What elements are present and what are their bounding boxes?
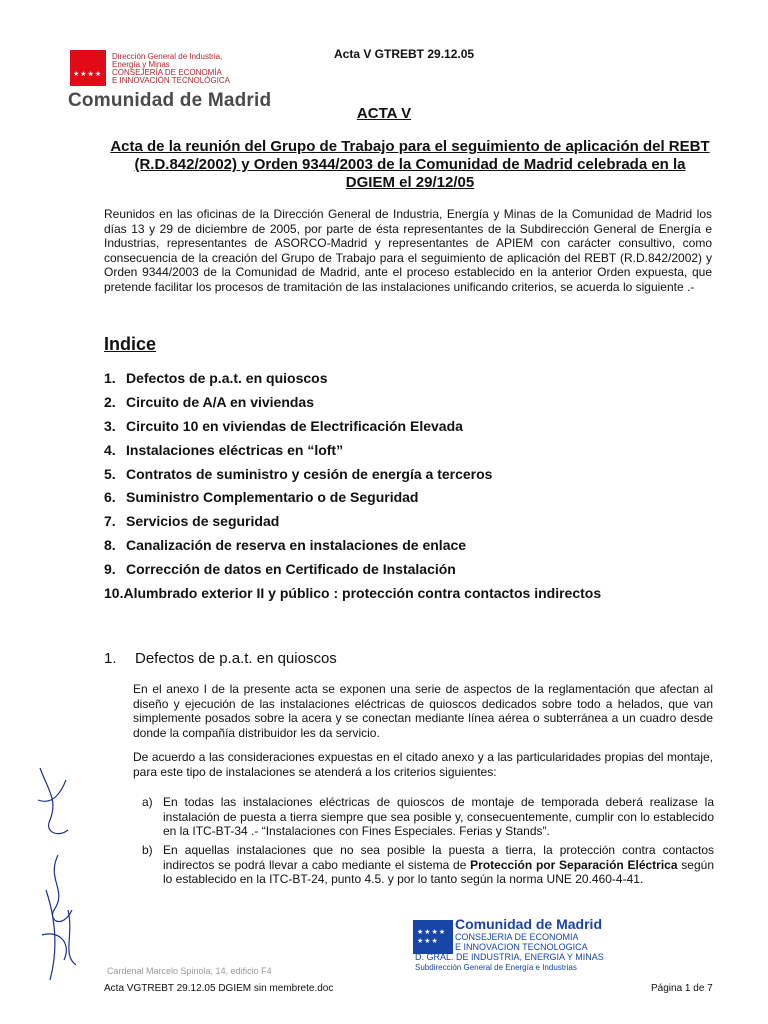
document-subtitle: Acta de la reunión del Grupo de Trabajo para el seguimiento de aplicación del REBT (R.D.842/2002) y Orden 9344/2003 de la Comunidad de Madrid celebrada en la DGIEM el 29/12/05 <box>110 138 710 191</box>
index-item-number: 9. <box>104 561 116 578</box>
index-item-label: Servicios de seguridad <box>126 513 280 530</box>
criteria-item-label: a) <box>142 795 153 809</box>
index-item <box>104 438 724 462</box>
document-reference: Acta V GTREBT 29.12.05 <box>334 47 475 61</box>
criteria-item-b <box>142 843 714 887</box>
stamp-flag-icon <box>413 920 453 954</box>
stamp-stars-icon: ★★★★ ★★★ <box>417 929 447 945</box>
criteria-item-text-part: según lo establecido en la ITC-BT-24, punto 4.5. y por lo tanto según la norma UNE 20.460-4-41. <box>163 857 714 886</box>
stamp-line: D. GRAL. DE INDUSTRIA, ENERGIA Y MINAS <box>415 952 604 962</box>
logo-line: E INNOVACIÓN TECNOLÓGICA <box>112 76 230 85</box>
index-item-label: Canalización de reserva en instalaciones de enlace <box>126 537 467 554</box>
handwritten-signature-icon <box>28 760 96 990</box>
section-paragraph: En el anexo I de la presente acta se exponen una serie de aspectos de la reglamentación que afectan al diseño y ejecución de las instalaciones eléctricas de quioscos dedicados sobre todo a helados, que van simplemente posados sobre la acera y se conectan mediante línea aérea o subterránea a un cuadro desde donde la compañía distribuidor les da servicio. <box>133 682 713 740</box>
index-item-label: Circuito 10 en viviendas de Electrificación Elevada <box>126 417 463 434</box>
stamp-brand: Comunidad de Madrid <box>455 916 602 932</box>
index-item <box>104 533 724 557</box>
footer-filename: Acta VGTREBT 29.12.05 DGIEM sin membrete.doc <box>104 983 334 994</box>
section-heading <box>104 650 337 667</box>
index-item <box>104 366 724 390</box>
stamp-line: Subdirección General de Energía e Industrias <box>415 963 577 972</box>
logo-brand: Comunidad de Madrid <box>68 90 272 111</box>
stamp-line: E INNOVACION TECNOLOGICA <box>455 942 588 952</box>
index-item-label: Circuito de A/A en viviendas <box>126 393 315 410</box>
index-item-label: Defectos de p.a.t. en quioscos <box>126 369 328 386</box>
logo-line: Energía y Minas <box>112 60 170 69</box>
index-item-number: 6. <box>104 489 116 506</box>
logo-text-block <box>112 53 230 85</box>
footer-address: Cardenal Marcelo Spinola, 14, edificio F4 <box>107 966 272 976</box>
index-item-label: Corrección de datos en Certificado de Instalación <box>126 561 456 578</box>
document-title: ACTA V <box>356 105 412 122</box>
index-item-number: 10. <box>104 584 124 601</box>
index-item-number: 4. <box>104 441 116 458</box>
criteria-item-text-part: En aquellas instalaciones que no sea posible la puesta a tierra, la protección contra contactos indirectos se podrá llevar a cabo mediante el sistema de <box>163 843 714 872</box>
index-item <box>104 485 724 509</box>
logo-flag-icon <box>70 50 106 86</box>
document-title-wrap <box>0 105 768 123</box>
index-item <box>104 557 724 581</box>
index-item-label: Instalaciones eléctricas en “loft” <box>126 441 344 458</box>
section-number: 1. <box>104 650 117 667</box>
section-title: Defectos de p.a.t. en quioscos <box>135 650 337 667</box>
criteria-item-a <box>142 795 714 839</box>
index-item-number: 2. <box>104 393 116 410</box>
page-number: Página 1 de 7 <box>651 983 713 994</box>
index-item-number: 3. <box>104 417 116 434</box>
index-item <box>104 462 724 486</box>
index-item <box>104 509 724 533</box>
index-item-label: Contratos de suministro y cesión de energía a terceros <box>126 465 493 482</box>
index-item-number: 7. <box>104 513 116 530</box>
index-item-label: Alumbrado exterior II y público : protección contra contactos indirectos <box>123 584 602 601</box>
index-item <box>104 581 724 605</box>
index-item-number: 1. <box>104 369 116 386</box>
criteria-item-text-emphasis: Protección por Separación Eléctrica <box>470 857 678 872</box>
logo-line: CONSEJERÍA DE ECONOMÍA <box>112 68 222 77</box>
stamp-line: CONSEJERIA DE ECONOMIA <box>455 932 579 942</box>
index-item-number: 8. <box>104 537 116 554</box>
criteria-item-text <box>163 843 714 887</box>
index-list <box>104 366 724 605</box>
index-item-label: Suministro Complementario o de Seguridad <box>126 489 419 506</box>
section-paragraph: De acuerdo a las consideraciones expuestas en el citado anexo y a las particularidades propias del montaje, para este tipo de instalaciones se atenderá a los criterios siguientes: <box>133 750 713 779</box>
criteria-item-label: b) <box>142 843 153 857</box>
index-item <box>104 414 724 438</box>
intro-paragraph: Reunidos en las oficinas de la Dirección General de Industria, Energía y Minas de la Comunidad de Madrid los días 13 y 29 de diciembre de 2005, por parte de ésta representantes de la Subdirección General de Energía e Industrias, representantes de ASORCO-Madrid y representantes de APIEM con carácter consultivo, como consecuencia de la creación del Grupo de Trabajo para el seguimiento de aplicación del REBT (R.D.842/2002) y Orden 9344/2003 de la Comunidad de Madrid, ante el proceso establecido en la anterior Orden expuesta, que pretende facilitar los procesos de tramitación de las instalaciones unificando criterios, se acuerda lo siguiente .- <box>104 207 712 294</box>
criteria-item-text: En todas las instalaciones eléctricas de quioscos de montaje de temporada deberá realizase la instalación de puesta a tierra siempre que sea posible y, consecuentemente, cumplir con lo establecido en la ITC-BT-34 .- “Instalaciones con Fines Especiales. Ferias y Stands”. <box>163 795 714 838</box>
index-item <box>104 390 724 414</box>
index-heading: Indice <box>104 334 157 354</box>
index-item-number: 5. <box>104 465 116 482</box>
logo-stars-icon: ★★★★ <box>73 71 103 78</box>
logo-line: Dirección General de Industria, <box>112 52 223 61</box>
